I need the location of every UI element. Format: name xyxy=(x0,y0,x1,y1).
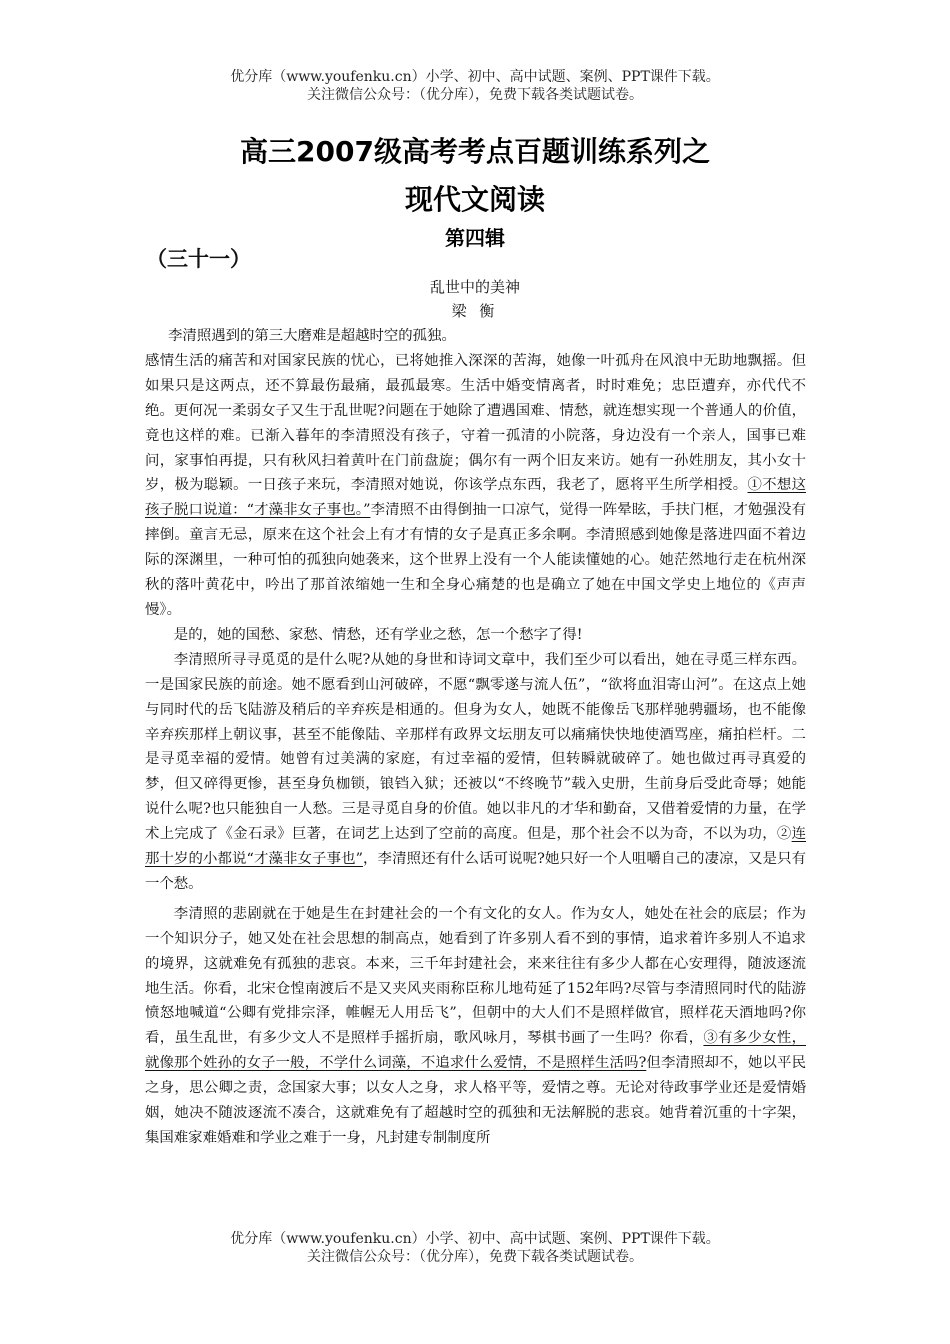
paragraph-4 xyxy=(145,648,806,897)
header-line-1: 优分库（www.youfenku.cn）小学、初中、高中试题、案例、PPT课件下载。 xyxy=(230,69,720,85)
article-body xyxy=(145,324,806,1151)
article-title: 乱世中的美神 xyxy=(429,278,520,296)
footer-line-1: 优分库（www.youfenku.cn）小学、初中、高中试题、案例、PPT课件下载。 xyxy=(230,1231,720,1247)
underlined-sentence-3: ③有多少女性，就像那个姓孙的女子一般，不学什么词藻，不追求什么爱情，不是照样生活吗? xyxy=(145,1030,806,1072)
header-line-2: 关注微信公众号：（优分库），免费下载各类试题试卷。 xyxy=(307,87,643,103)
document-title: 高三2007级高考考点百题训练系列之 xyxy=(240,135,710,168)
paragraph-3: 是的，她的国愁、家愁、情愁，还有学业之愁，怎一个愁字了得! xyxy=(173,626,583,643)
footer-line-2: 关注微信公众号：（优分库），免费下载各类试题试卷。 xyxy=(307,1249,643,1265)
paragraph-2 xyxy=(145,349,806,623)
page-header xyxy=(0,68,950,104)
volume-label: 第四辑 xyxy=(445,226,505,250)
paragraph-2-text-a: 感情生活的痛苦和对国家民族的忧心，已将她推入深深的苦海，她像一叶孤舟在风浪中无助地飘摇。但如果只是这两点，还不算最伤最痛，最孤最寒。生活中婚变情离者，时时难免；忠臣遭弃，亦代代不绝。更何况一柔弱女子又生于乱世呢?问题在于她除了遭遇国难、情愁，就连想实现一个普通人的价值，竟也这样的难。已渐入暮年的李清照没有孩子，守着一孤清的小院落，身边没有一个亲人，国事已难问，家事怕再提，只有秋风扫着黄叶在门前盘旋；偶尔有一两个旧友来访。她有一孙姓朋友，其小女十岁，极为聪颖。一日孩子来玩，李清照对她说，你该学点东西，我老了，愿将平生所学相授。 xyxy=(145,352,806,494)
paragraph-2-text-b: 李清照不由得倒抽一口凉气，觉得一阵晕眩，手扶门框，才勉强没有摔倒。童言无忌，原来在这个社会上有才有情的女子是真正多余啊。李清照感到她像是落进四面不着边际的深渊里，一种可怕的孤独向她袭来，这个世界上没有一个人能读懂她的心。她茫然地行走在杭州深秋的落叶黄花中，吟出了那首浓缩她一生和全身心痛楚的也是确立了她在中国文学史上地位的《声声慢》。 xyxy=(145,502,807,618)
page-footer xyxy=(0,1230,950,1266)
article-author: 梁 衡 xyxy=(451,302,499,320)
paragraph-5 xyxy=(145,902,806,1151)
paragraph-1: 李清照遇到的第三大磨难是超越时空的孤独。 xyxy=(168,328,456,344)
underlined-sentence-2: 连那十岁的小都说“才藻非女子事也” xyxy=(145,826,806,868)
paragraph-4-text-a: 李清照所寻寻觅觅的是什么呢?从她的身世和诗词文章中，我们至少可以看出，她在寻觅三样东西。一是国家民族的前途。她不愿看到山河破碎，不愿“飘零遂与流人伍”，“欲将血泪寄山河”。在这点上她与同时代的岳飞陆游及稍后的辛弃疾是相通的。但身为女人，她既不能像岳飞那样驰骋疆场，也不能像辛弃疾那样上朝议事，甚至不能像陆、辛那样有政界文坛朋友可以痛痛快快地使酒骂座，痛拍栏杆。二是寻觅幸福的爱情。她曾有过美满的家庭，有过幸福的爱情，但转瞬就破碎了。她也做过再寻真爱的梦，但又碎得更惨，甚至身负枷锁，锒铛入狱；还被以“不终晚节”载入史册，生前身后受此奇辱；她能说什么呢?也只能独自一人愁。三是寻觅自身的价值。她以非凡的才华和勤奋，又借着爱情的力量，在学术上完成了《金石录》巨著，在词艺上达到了空前的高度。但是，那个社会不以为奇，不以为功，② xyxy=(145,651,806,843)
document-subtitle: 现代文阅读 xyxy=(404,183,545,216)
paragraph-4-text-b: ，李清照还有什么话可说呢?她只好一个人咀嚼自己的凄凉，又是只有一个愁。 xyxy=(145,851,806,892)
underlined-sentence-1: ①不想这孩子脱口说道：“才藻非女子事也。” xyxy=(145,477,806,519)
paragraph-5-text-b: 但李清照却不，她以平民之身，思公卿之责，念国家大事；以女人之身，求人格平等，爱情之尊。无论对待政事学业还是爱情婚姻，她决不随波逐流不凑合，这就难免有了超越时空的孤独和无法解脱的悲哀。她背着沉重的十字架，集国难家难婚难和学业之难于一身，凡封建专制制度所 xyxy=(145,1055,806,1146)
section-number: （三十一） xyxy=(146,247,251,271)
paragraph-5-text-a: 李清照的悲剧就在于她是生在封建社会的一个有文化的女人。作为女人，她处在社会的底层；作为一个知识分子，她又处在社会思想的制高点，她看到了许多别人看不到的事情，追求着许多别人不追求的境界，这就难免有孤独的悲哀。本来，三千年封建社会，来来往往有多少人都在心安理得，随波逐流地生活。你看，北宋仓惶南渡后不是又夹风夹雨称臣称儿地苟延了152年吗?尽管与李清照同时代的陆游愤怒地喊道“公卿有党排宗泽，帷幄无人用岳飞”，但朝中的大人们不是照样做官，照样花天酒地吗?你看，虽生乱世，有多少文人不是照样手摇折扇，歌风咏月，琴棋书画了一生吗？你看， xyxy=(145,905,806,1047)
